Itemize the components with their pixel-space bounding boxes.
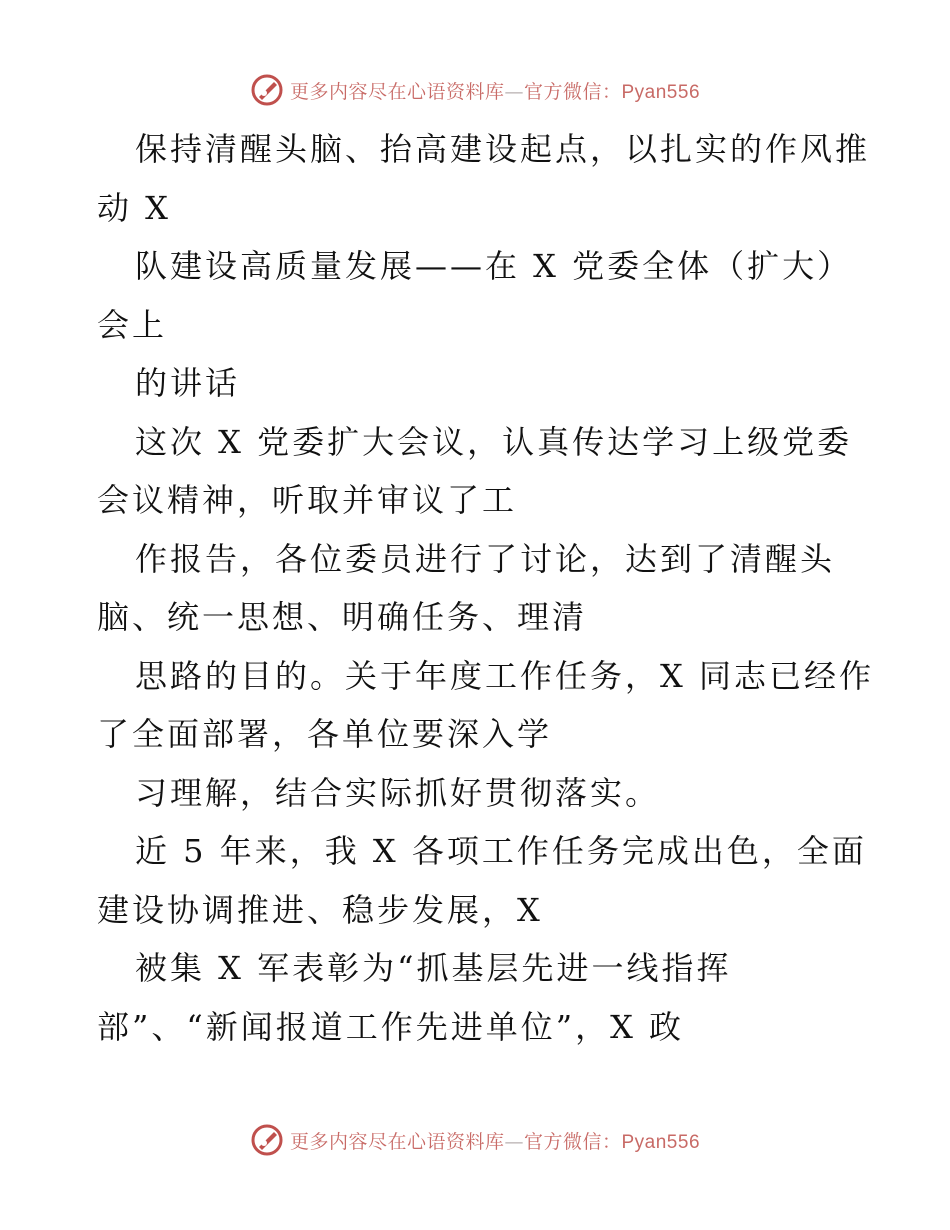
watermark-text: 更多内容尽在心语资料库—官方微信：Pyan556 — [289, 80, 701, 103]
text-line: 的讲话 — [135, 364, 241, 402]
text-line: 这次 X 党委扩大会议，认真传达学习上级党委 — [135, 422, 853, 461]
text-line: 作报告，各位委员进行了讨论，达到了清醒头 — [135, 539, 836, 578]
logo-icon — [250, 73, 284, 107]
text-line: 会议精神，听取并审议了工 — [97, 481, 518, 519]
footer-watermark — [0, 1120, 950, 1160]
text-line: 部”、“新闻报道工作先进单位”，X 政 — [97, 1007, 685, 1046]
text-line: 被集 X 军表彰为“抓基层先进一线指挥 — [135, 949, 732, 987]
document-body — [97, 120, 887, 1056]
text-line: 会上 — [97, 305, 168, 344]
logo-icon — [250, 1123, 284, 1157]
text-line: 队建设高质量发展——在 X 党委全体（扩大） — [135, 247, 853, 285]
text-line: 近 5 年来，我 X 各项工作任务完成出色，全面 — [135, 832, 867, 870]
watermark-text: 更多内容尽在心语资料库—官方微信：Pyan556 — [289, 1130, 701, 1153]
text-line: 习理解，结合实际抓好贯彻落实。 — [135, 773, 661, 812]
text-line: 脑、统一思想、明确任务、理清 — [97, 598, 588, 636]
text-line: 建设协调推进、稳步发展，X — [97, 890, 543, 929]
text-line: 动 X — [97, 188, 171, 227]
text-line: 了全面部署，各单位要深入学 — [97, 715, 553, 753]
text-line: 思路的目的。关于年度工作任务，X 同志已经作 — [135, 656, 874, 695]
text-line: 保持清醒头脑、抬高建设起点，以扎实的作风推 — [135, 130, 871, 168]
header-watermark — [0, 70, 950, 110]
